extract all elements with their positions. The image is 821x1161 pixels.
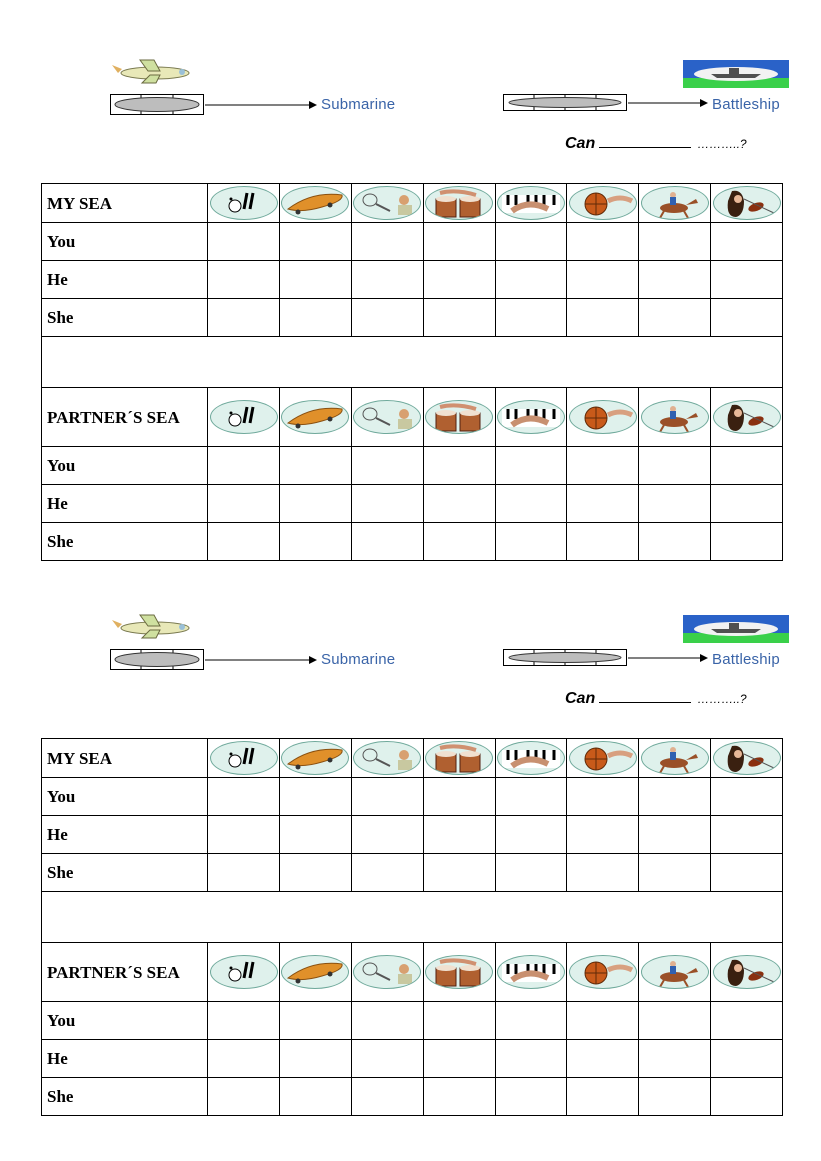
drums-icon (425, 955, 493, 989)
basketball-icon (569, 186, 637, 220)
grid-cell[interactable] (208, 778, 280, 816)
grid-cell[interactable] (423, 485, 495, 523)
horse-riding-icon (641, 186, 709, 220)
arrow-right-icon (628, 98, 708, 108)
arrow-right-icon (205, 655, 317, 665)
grid-cell[interactable] (567, 261, 639, 299)
partner-sea-label: PARTNER´S SEA (42, 943, 208, 1002)
grid-cell[interactable] (351, 447, 423, 485)
pronoun-label: You (42, 447, 208, 485)
grid-cell[interactable] (711, 485, 783, 523)
grid-cell[interactable] (567, 485, 639, 523)
tennis-icon (353, 955, 421, 989)
partner-sea-header-row (42, 943, 783, 1002)
grid-cell[interactable] (351, 816, 423, 854)
grid-cell[interactable] (423, 523, 495, 561)
separator-row (42, 892, 783, 943)
grid-cell[interactable] (711, 523, 783, 561)
grid-cell[interactable] (208, 1078, 280, 1116)
table-row (42, 1002, 783, 1040)
table-row (42, 778, 783, 816)
pronoun-label: She (42, 523, 208, 561)
grid-cell[interactable] (567, 778, 639, 816)
grid-cell[interactable] (495, 261, 567, 299)
tennis-icon (353, 186, 421, 220)
grid-cell[interactable] (495, 1002, 567, 1040)
grid-cell[interactable] (279, 299, 351, 337)
submarine-label: Submarine (321, 651, 396, 668)
grid-cell[interactable] (711, 261, 783, 299)
answer-blank (599, 690, 691, 703)
table-row (42, 1078, 783, 1116)
grid-cell[interactable] (279, 816, 351, 854)
basketball-icon (569, 400, 637, 434)
grid-cell[interactable] (208, 447, 280, 485)
pronoun-label: He (42, 816, 208, 854)
battleship-picture (683, 615, 789, 643)
grid-cell[interactable] (495, 1078, 567, 1116)
my-sea-label: MY SEA (42, 184, 208, 223)
grid-cell[interactable] (567, 299, 639, 337)
table-row (42, 523, 783, 561)
grid-cell[interactable] (423, 778, 495, 816)
grid-cell[interactable] (711, 854, 783, 892)
grid-cell[interactable] (639, 447, 711, 485)
grid-cell[interactable] (208, 223, 280, 261)
battleship-diagram (503, 649, 627, 666)
grid-cell[interactable] (208, 523, 280, 561)
battleship-picture (683, 60, 789, 88)
my-sea-header-row (42, 739, 783, 778)
grid-cell[interactable] (279, 523, 351, 561)
battleship-grid (41, 738, 783, 1116)
grid-cell[interactable] (495, 816, 567, 854)
table-row (42, 485, 783, 523)
table-row (42, 854, 783, 892)
grid-cell[interactable] (423, 1002, 495, 1040)
piano-icon (497, 186, 565, 220)
pronoun-label: She (42, 854, 208, 892)
grid-cell[interactable] (279, 447, 351, 485)
pronoun-label: You (42, 778, 208, 816)
grid-cell[interactable] (567, 854, 639, 892)
grid-cell[interactable] (495, 854, 567, 892)
piano-icon (497, 955, 565, 989)
table-row (42, 299, 783, 337)
grid-cell[interactable] (567, 1002, 639, 1040)
grid-cell[interactable] (639, 299, 711, 337)
grid-cell[interactable] (567, 523, 639, 561)
grid-cell[interactable] (639, 1040, 711, 1078)
table-row (42, 261, 783, 299)
grid-cell[interactable] (351, 261, 423, 299)
pronoun-label: She (42, 1078, 208, 1116)
arrow-right-icon (205, 100, 317, 110)
grid-cell[interactable] (495, 1040, 567, 1078)
grid-cell[interactable] (351, 299, 423, 337)
drums-icon (425, 741, 493, 775)
grid-cell[interactable] (351, 854, 423, 892)
basketball-icon (569, 741, 637, 775)
grid-cell[interactable] (711, 223, 783, 261)
football-icon (210, 186, 278, 220)
grid-cell[interactable] (351, 1002, 423, 1040)
grid-cell[interactable] (351, 778, 423, 816)
grid-cell[interactable] (567, 1078, 639, 1116)
grid-cell[interactable] (495, 299, 567, 337)
grid-cell[interactable] (711, 1040, 783, 1078)
grid-cell[interactable] (495, 223, 567, 261)
answer-blank (599, 135, 691, 148)
pronoun-label: She (42, 299, 208, 337)
pronoun-label: You (42, 1002, 208, 1040)
piano-icon (497, 400, 565, 434)
partner-sea-label: PARTNER´S SEA (42, 388, 208, 447)
question-prompt (565, 690, 747, 708)
grid-cell[interactable] (711, 1078, 783, 1116)
grid-cell[interactable] (639, 223, 711, 261)
grid-cell[interactable] (711, 447, 783, 485)
basketball-icon (569, 955, 637, 989)
grid-cell[interactable] (423, 1040, 495, 1078)
grid-cell[interactable] (639, 485, 711, 523)
arrow-right-icon (628, 653, 708, 663)
violin-icon (713, 400, 781, 434)
skateboard-icon (281, 186, 349, 220)
grid-cell[interactable] (351, 485, 423, 523)
grid-cell[interactable] (208, 299, 280, 337)
grid-cell[interactable] (567, 223, 639, 261)
pronoun-label: He (42, 1040, 208, 1078)
table-row (42, 447, 783, 485)
grid-cell[interactable] (639, 523, 711, 561)
violin-icon (713, 741, 781, 775)
grid-cell[interactable] (567, 447, 639, 485)
blank-separator (42, 892, 783, 943)
question-dots: ………..? (697, 137, 747, 151)
grid-cell[interactable] (279, 1078, 351, 1116)
grid-cell[interactable] (495, 778, 567, 816)
grid-cell[interactable] (279, 223, 351, 261)
skateboard-icon (281, 741, 349, 775)
blank-separator (42, 337, 783, 388)
grid-cell[interactable] (639, 1078, 711, 1116)
piano-icon (497, 741, 565, 775)
grid-cell[interactable] (351, 1040, 423, 1078)
submarine-diagram (110, 94, 204, 115)
grid-cell[interactable] (279, 778, 351, 816)
grid-cell[interactable] (711, 1002, 783, 1040)
battleship-diagram (503, 94, 627, 111)
grid-cell[interactable] (208, 816, 280, 854)
football-icon (210, 400, 278, 434)
grid-cell[interactable] (279, 261, 351, 299)
grid-cell[interactable] (639, 1002, 711, 1040)
grid-cell[interactable] (208, 1002, 280, 1040)
grid-cell[interactable] (639, 854, 711, 892)
drums-icon (425, 186, 493, 220)
grid-cell[interactable] (711, 299, 783, 337)
grid-cell[interactable] (279, 854, 351, 892)
grid-cell[interactable] (279, 1002, 351, 1040)
my-sea-header-row (42, 184, 783, 223)
grid-cell[interactable] (567, 1040, 639, 1078)
tennis-icon (353, 741, 421, 775)
grid-cell[interactable] (639, 261, 711, 299)
grid-cell[interactable] (351, 1078, 423, 1116)
pronoun-label: You (42, 223, 208, 261)
grid-cell[interactable] (495, 523, 567, 561)
grid-cell[interactable] (423, 299, 495, 337)
partner-sea-header-row (42, 388, 783, 447)
grid-cell[interactable] (423, 261, 495, 299)
horse-riding-icon (641, 741, 709, 775)
horse-riding-icon (641, 400, 709, 434)
grid-cell[interactable] (279, 1040, 351, 1078)
pronoun-label: He (42, 485, 208, 523)
grid-cell[interactable] (208, 261, 280, 299)
grid-cell[interactable] (423, 447, 495, 485)
grid-cell[interactable] (279, 485, 351, 523)
violin-icon (713, 186, 781, 220)
grid-cell[interactable] (711, 816, 783, 854)
battleship-label: Battleship (712, 651, 780, 668)
skateboard-icon (281, 400, 349, 434)
grid-cell[interactable] (639, 778, 711, 816)
grid-cell[interactable] (423, 854, 495, 892)
grid-cell[interactable] (208, 854, 280, 892)
can-word: Can (565, 135, 596, 152)
table-row (42, 223, 783, 261)
grid-cell[interactable] (567, 816, 639, 854)
tennis-icon (353, 400, 421, 434)
grid-cell[interactable] (423, 816, 495, 854)
grid-cell[interactable] (639, 816, 711, 854)
my-sea-label: MY SEA (42, 739, 208, 778)
separator-row (42, 337, 783, 388)
football-icon (210, 955, 278, 989)
grid-cell[interactable] (423, 1078, 495, 1116)
pronoun-label: He (42, 261, 208, 299)
drums-icon (425, 400, 493, 434)
question-dots: ………..? (697, 692, 747, 706)
can-word: Can (565, 690, 596, 707)
submarine-label: Submarine (321, 96, 396, 113)
table-row (42, 1040, 783, 1078)
football-icon (210, 741, 278, 775)
airplane-icon (110, 613, 200, 639)
table-row (42, 816, 783, 854)
grid-cell[interactable] (495, 485, 567, 523)
battleship-label: Battleship (712, 96, 780, 113)
grid-cell[interactable] (711, 778, 783, 816)
grid-cell[interactable] (351, 223, 423, 261)
violin-icon (713, 955, 781, 989)
grid-cell[interactable] (423, 223, 495, 261)
submarine-diagram (110, 649, 204, 670)
battleship-grid (41, 183, 783, 561)
question-prompt (565, 135, 747, 153)
skateboard-icon (281, 955, 349, 989)
horse-riding-icon (641, 955, 709, 989)
grid-cell[interactable] (495, 447, 567, 485)
grid-cell[interactable] (208, 1040, 280, 1078)
grid-cell[interactable] (208, 485, 280, 523)
airplane-icon (110, 58, 200, 84)
grid-cell[interactable] (351, 523, 423, 561)
